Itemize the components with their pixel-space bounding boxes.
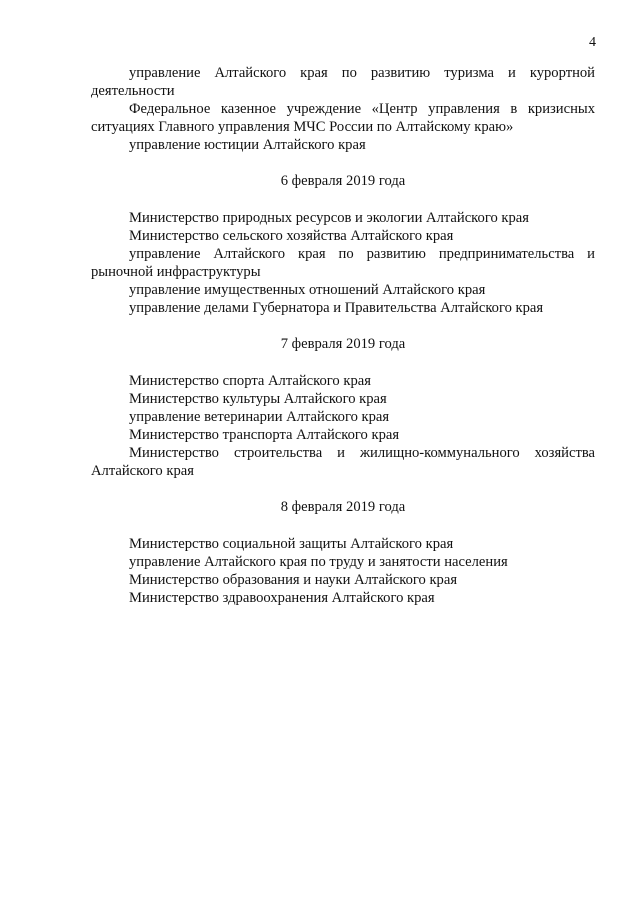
organization-item: Федеральное казенное учреждение «Центр управления в кризисных ситуациях Главного управления МЧС России по Алтайскому краю» [91, 101, 595, 135]
organization-item: управление имущественных отношений Алтайского края [129, 282, 486, 298]
organization-item: управление ветеринарии Алтайского края [129, 409, 390, 425]
date-heading: 6 февраля 2019 года [280, 173, 406, 189]
organization-item: Министерство образования и науки Алтайского края [129, 572, 458, 588]
organization-list [91, 209, 595, 317]
organization-item: Министерство спорта Алтайского края [129, 373, 371, 389]
page-number: 4 [589, 35, 596, 50]
organization-item: Министерство строительства и жилищно-коммунального хозяйства Алтайского края [91, 445, 595, 479]
organization-item: управление Алтайского края по развитию туризма и курортной деятельности [91, 65, 595, 99]
organization-item: Министерство социальной защиты Алтайского края [129, 536, 454, 552]
organization-list [91, 372, 595, 480]
date-heading: 8 февраля 2019 года [280, 499, 406, 515]
organization-item: Министерство здравоохранения Алтайского края [129, 590, 435, 606]
organization-list [91, 535, 595, 607]
date-heading: 7 февраля 2019 года [280, 336, 406, 352]
organization-item: управление делами Губернатора и Правительства Алтайского края [129, 300, 544, 316]
organization-item: Министерство культуры Алтайского края [129, 391, 387, 407]
organization-item: Министерство природных ресурсов и экологии Алтайского края [129, 210, 529, 226]
organization-item: Министерство транспорта Алтайского края [129, 427, 400, 443]
organization-item: управление Алтайского края по развитию предпринимательства и рыночной инфраструктуры [91, 246, 595, 280]
organization-item: Министерство сельского хозяйства Алтайского края [129, 228, 454, 244]
organization-item: управление юстиции Алтайского края [129, 137, 366, 153]
organization-list-continued [91, 64, 595, 154]
document-body [91, 64, 595, 607]
organization-item: управление Алтайского края по труду и занятости населения [129, 554, 508, 570]
